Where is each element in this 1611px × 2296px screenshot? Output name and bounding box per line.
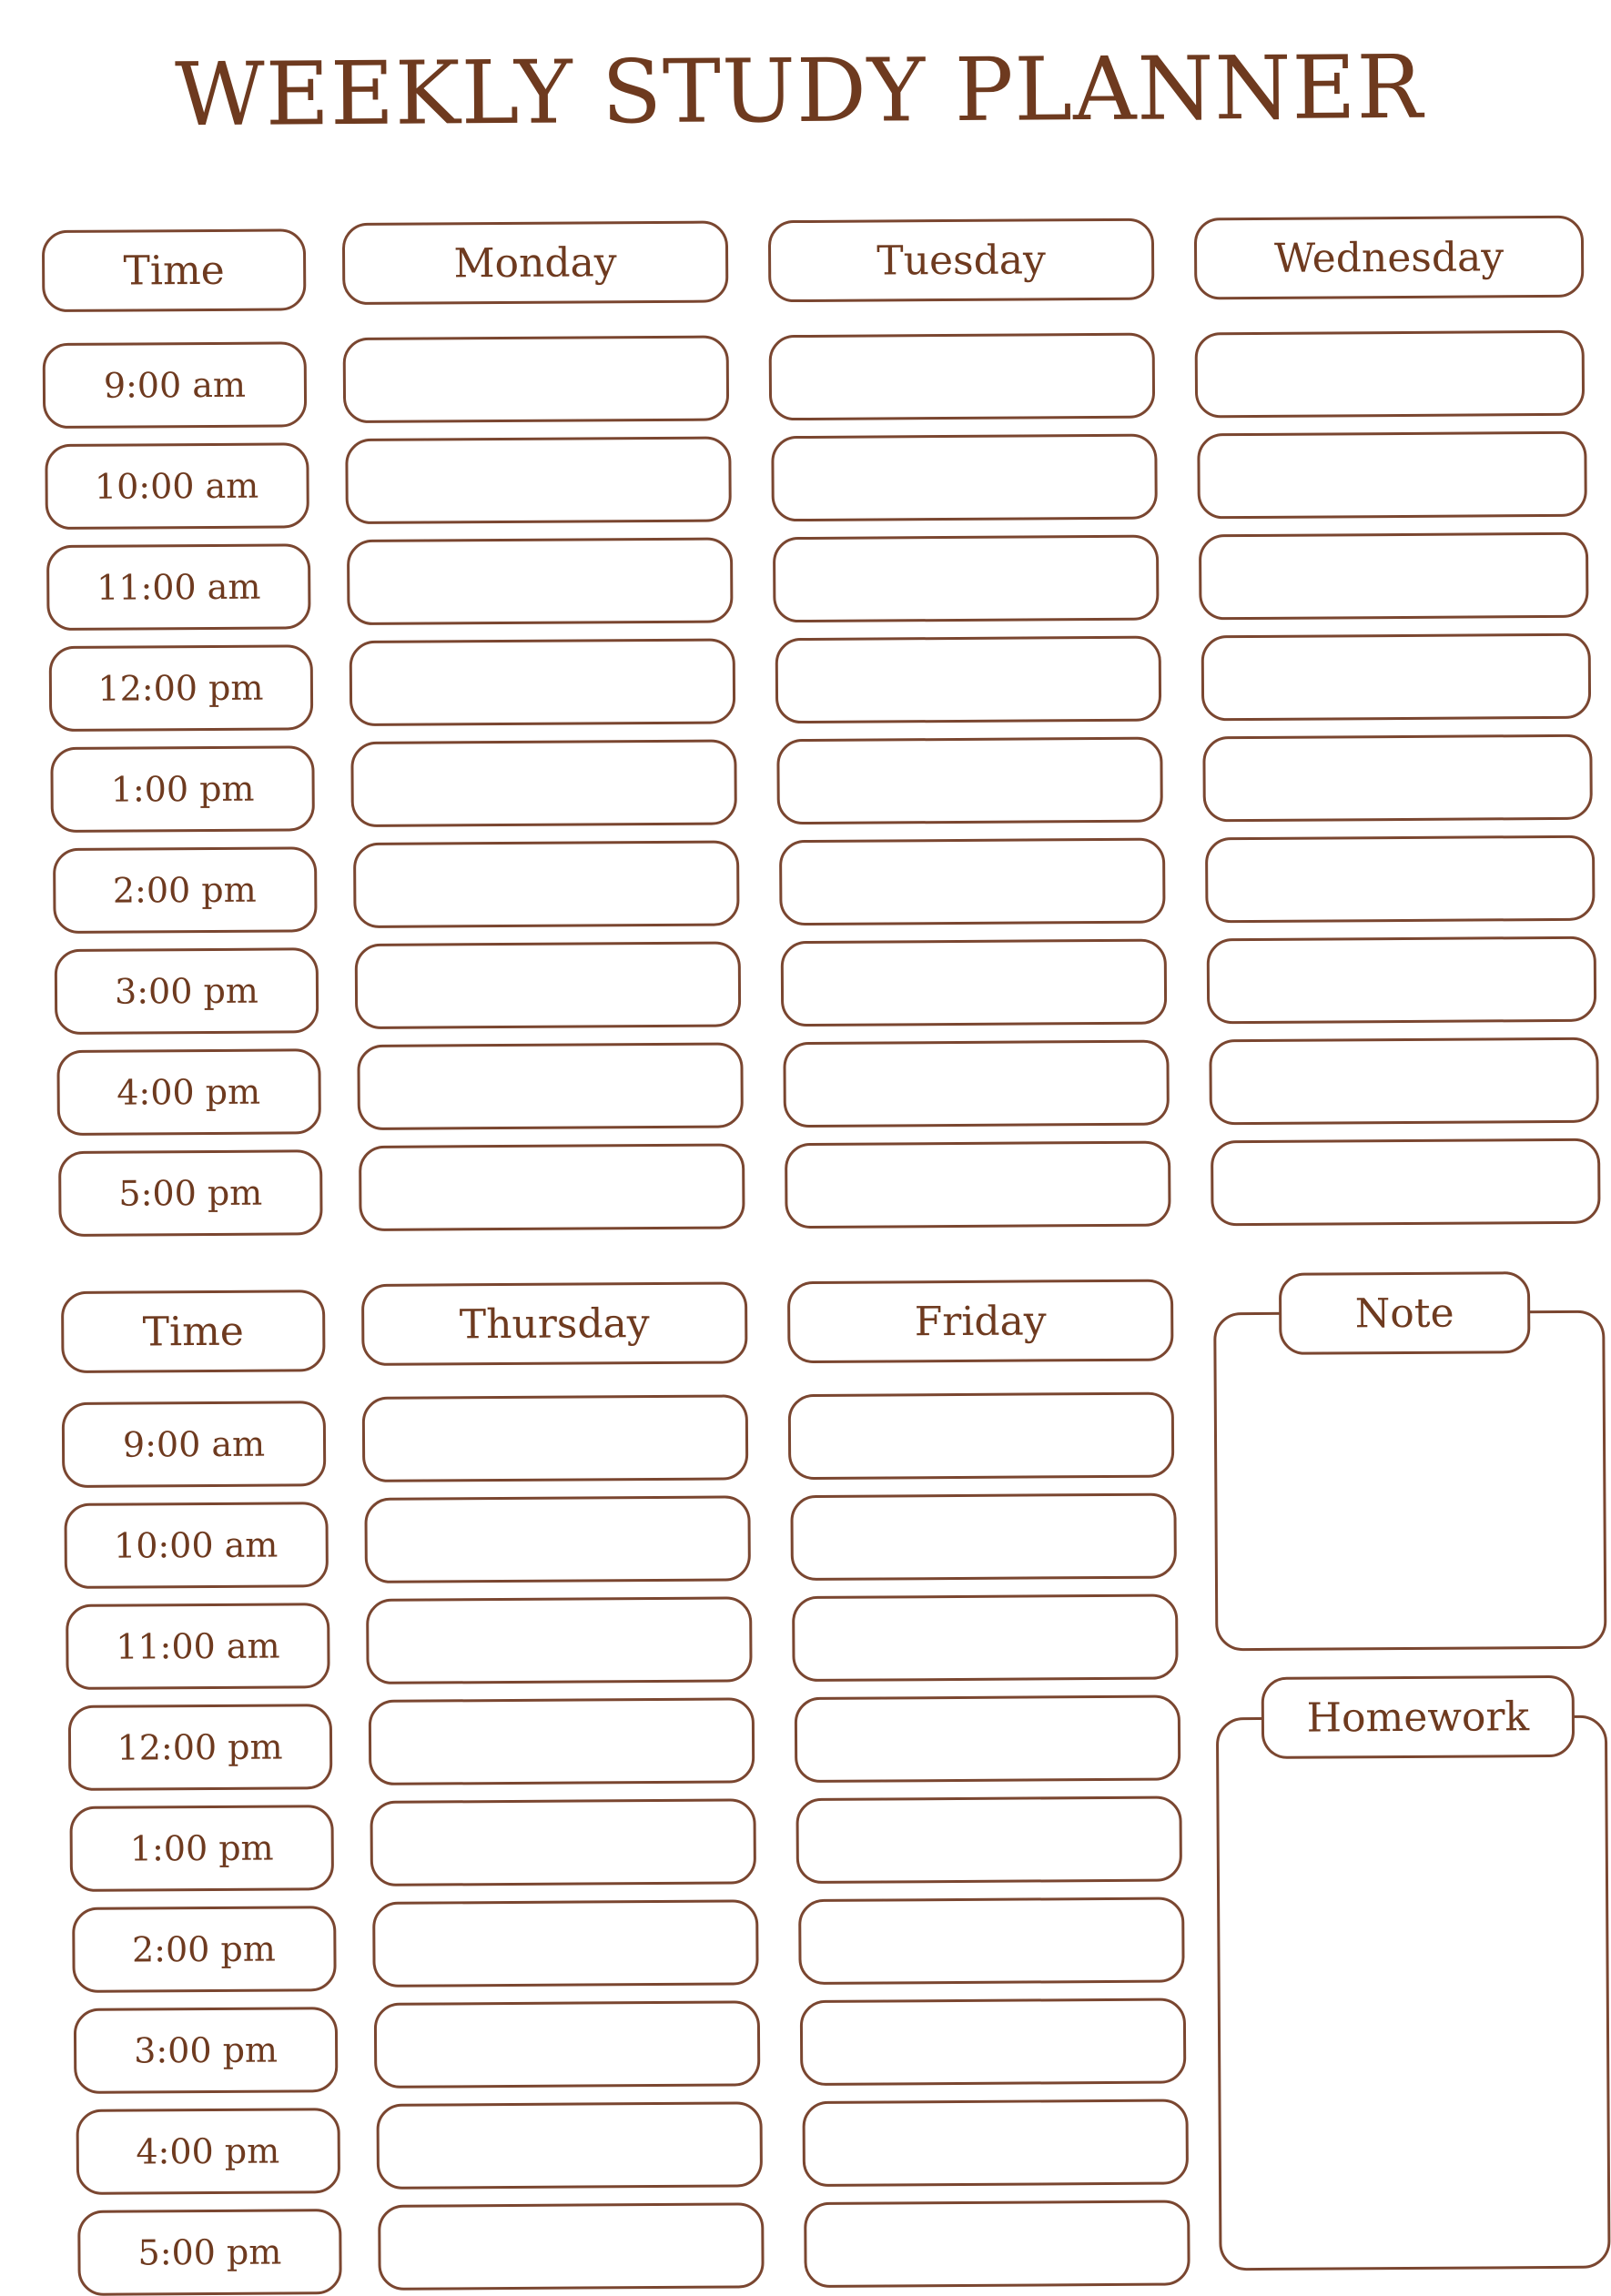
time-label: 11:00 am: [66, 1603, 330, 1690]
time-label: 5:00 pm: [77, 2209, 342, 2296]
slot-monday-1[interactable]: [345, 436, 732, 524]
homework-panel[interactable]: [1216, 1715, 1611, 2271]
slot-wednesday-3[interactable]: [1201, 633, 1591, 722]
slot-thursday-7[interactable]: [376, 2101, 763, 2190]
slot-thursday-8[interactable]: [378, 2202, 765, 2291]
day-header-monday: Monday: [342, 221, 729, 306]
time-label: 10:00 am: [64, 1502, 329, 1589]
slot-monday-6[interactable]: [355, 941, 742, 1029]
slot-wednesday-6[interactable]: [1207, 936, 1597, 1025]
slot-tuesday-1[interactable]: [771, 434, 1158, 522]
slot-thursday-3[interactable]: [368, 1697, 755, 1785]
slot-thursday-4[interactable]: [370, 1798, 756, 1886]
slot-monday-7[interactable]: [357, 1042, 744, 1130]
slot-tuesday-4[interactable]: [776, 737, 1163, 825]
note-label: Note: [1279, 1271, 1531, 1355]
slot-wednesday-8[interactable]: [1211, 1138, 1601, 1227]
slot-monday-8[interactable]: [359, 1143, 745, 1231]
slot-tuesday-2[interactable]: [773, 535, 1160, 623]
slot-monday-0[interactable]: [343, 335, 730, 423]
slot-friday-7[interactable]: [802, 2099, 1189, 2187]
note-panel[interactable]: [1213, 1310, 1606, 1652]
slot-friday-3[interactable]: [794, 1694, 1180, 1783]
slot-tuesday-5[interactable]: [778, 838, 1165, 926]
day-header-friday: Friday: [787, 1279, 1174, 1364]
slot-friday-2[interactable]: [792, 1594, 1179, 1683]
time-label: 2:00 pm: [72, 1906, 337, 1993]
slot-tuesday-7[interactable]: [783, 1040, 1170, 1128]
time-label: 3:00 pm: [74, 2007, 339, 2094]
time-header: Time: [61, 1290, 326, 1373]
time-label: 1:00 pm: [69, 1805, 334, 1892]
time-label: 11:00 am: [46, 543, 311, 631]
slot-monday-5[interactable]: [352, 840, 739, 928]
slot-monday-2[interactable]: [347, 537, 734, 625]
time-label: 3:00 pm: [55, 947, 319, 1035]
slot-friday-5[interactable]: [798, 1896, 1185, 1985]
slot-wednesday-4[interactable]: [1202, 734, 1593, 823]
time-header: Time: [42, 228, 307, 312]
homework-label: Homework: [1261, 1675, 1576, 1759]
slot-thursday-1[interactable]: [364, 1495, 751, 1583]
slot-thursday-2[interactable]: [366, 1596, 753, 1684]
slot-friday-1[interactable]: [790, 1493, 1177, 1582]
time-label: 10:00 am: [45, 442, 309, 530]
slot-friday-6[interactable]: [800, 1998, 1187, 2086]
day-header-tuesday: Tuesday: [768, 218, 1155, 303]
slot-tuesday-8[interactable]: [785, 1141, 1171, 1229]
time-label: 12:00 pm: [48, 644, 313, 732]
time-label: 4:00 pm: [56, 1048, 321, 1136]
slot-thursday-5[interactable]: [372, 1899, 759, 1988]
slot-tuesday-0[interactable]: [769, 333, 1156, 421]
time-label: 5:00 pm: [58, 1149, 323, 1237]
slot-wednesday-2[interactable]: [1199, 532, 1589, 621]
slot-tuesday-6[interactable]: [781, 939, 1168, 1027]
slot-monday-3[interactable]: [349, 638, 735, 726]
day-header-thursday: Thursday: [361, 1281, 748, 1366]
slot-thursday-6[interactable]: [374, 2000, 761, 2089]
time-label: 12:00 pm: [67, 1704, 332, 1791]
slot-wednesday-7[interactable]: [1209, 1037, 1599, 1126]
time-label: 9:00 am: [43, 341, 308, 429]
slot-friday-0[interactable]: [788, 1392, 1175, 1481]
time-label: 9:00 am: [62, 1401, 327, 1488]
time-label: 1:00 pm: [50, 745, 315, 833]
slot-friday-8[interactable]: [804, 2200, 1191, 2288]
slot-tuesday-3[interactable]: [775, 636, 1161, 724]
slot-monday-4[interactable]: [350, 739, 737, 827]
time-label: 4:00 pm: [76, 2108, 340, 2195]
slot-friday-4[interactable]: [795, 1795, 1182, 1884]
slot-wednesday-0[interactable]: [1195, 330, 1586, 419]
slot-wednesday-1[interactable]: [1197, 431, 1587, 520]
slot-wednesday-5[interactable]: [1204, 835, 1595, 924]
slot-thursday-0[interactable]: [362, 1394, 749, 1482]
day-header-wednesday: Wednesday: [1194, 216, 1585, 300]
time-label: 2:00 pm: [53, 846, 318, 934]
page-title: WEEKLY STUDY PLANNER: [174, 35, 1424, 147]
